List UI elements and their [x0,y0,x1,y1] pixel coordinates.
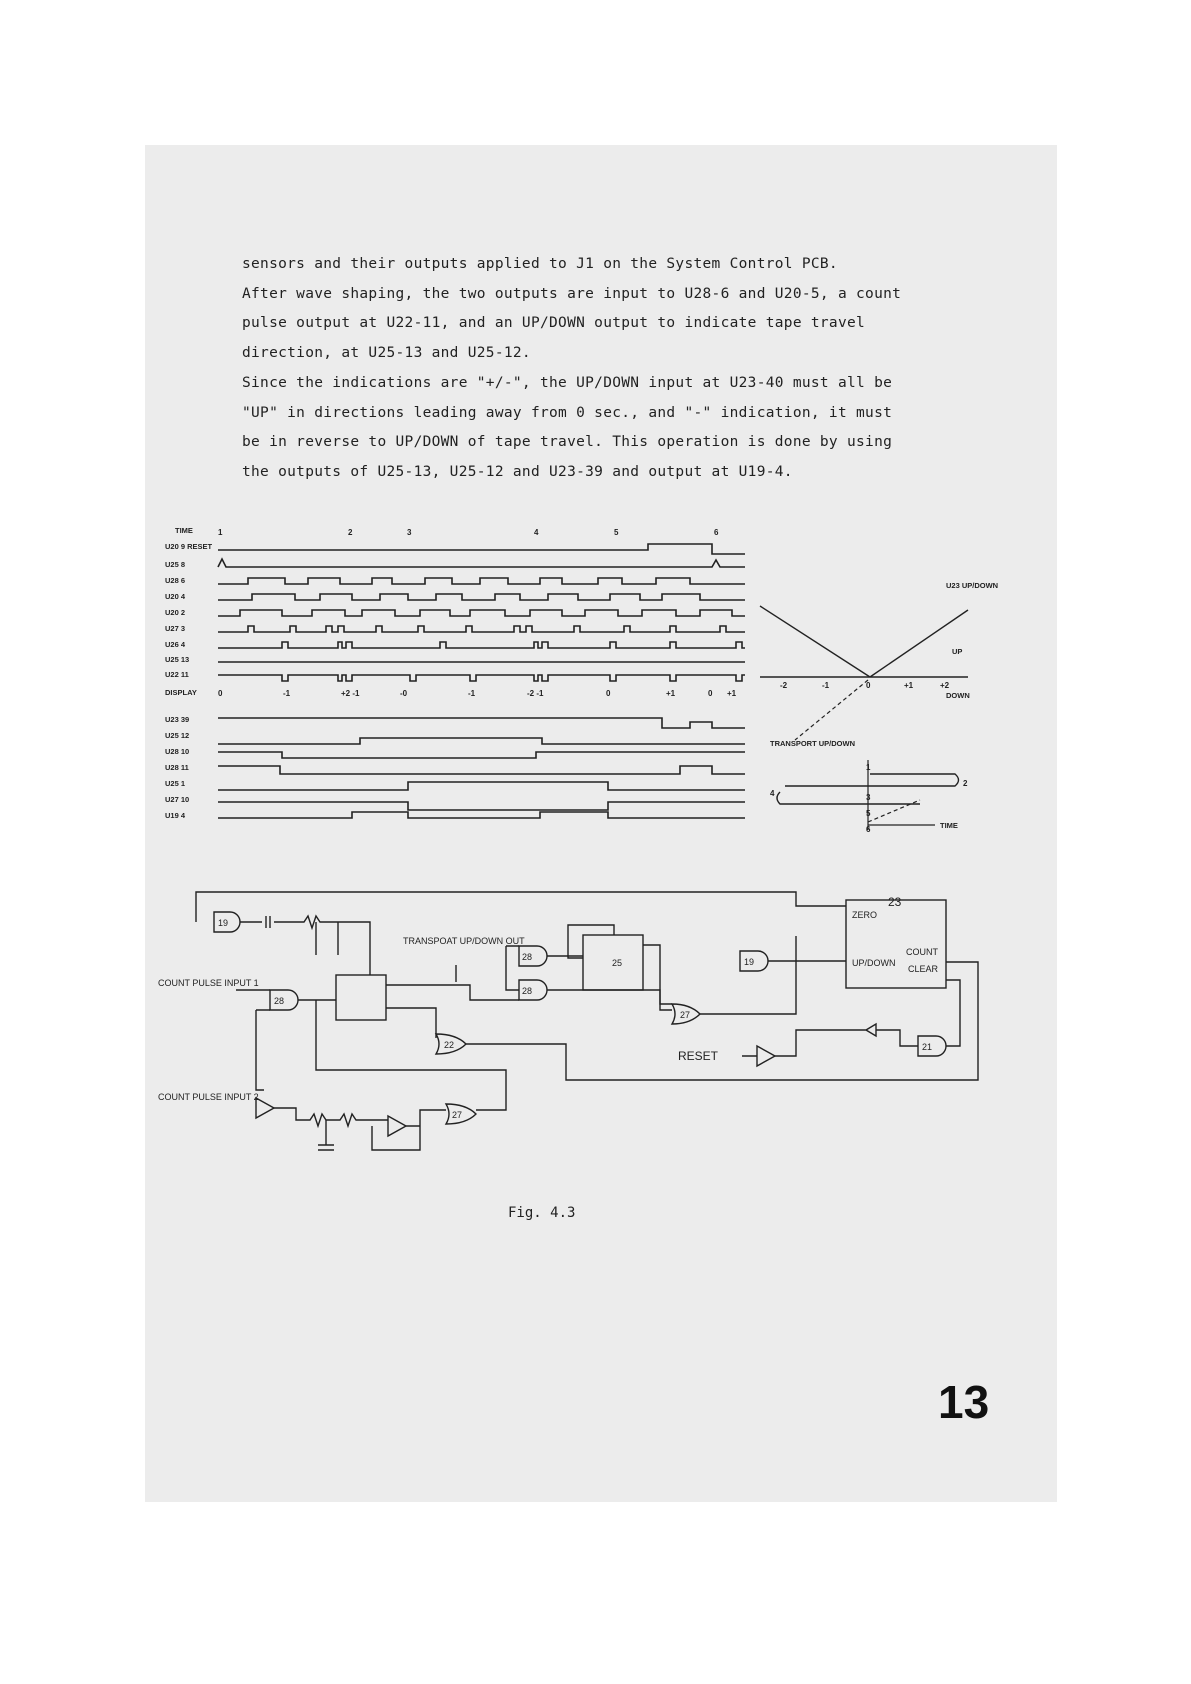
signal-label: U25 8 [165,560,186,569]
display-value: -1 [283,689,291,698]
point-label: 4 [770,789,775,798]
up-label: UP [952,647,963,656]
gate-label: 28 [274,996,285,1006]
body-line: the outputs of U25-13, U25-12 and U23-39 and output at U19-4. [242,463,793,480]
signal-label: U19 4 [165,811,186,820]
signal-label: U27 3 [165,624,186,633]
display-value: +1 [727,689,737,698]
time-tick: 2 [348,528,353,537]
time-tick: 6 [714,528,719,537]
point-label: 3 [866,793,871,802]
wire [196,892,846,922]
gate-label: 25 [612,958,623,968]
body-line: pulse output at U22-11, and an UP/DOWN output to indicate tape travel [242,315,866,332]
signal-label: U28 10 [165,747,190,756]
gate-label: 27 [452,1110,463,1120]
page-number: 13 [938,1376,990,1428]
gate-label: 19 [218,918,229,928]
display-label: DISPLAY [165,688,197,697]
figure-caption: Fig. 4.3 [508,1205,576,1221]
display-value: -0 [400,689,408,698]
gate-label: 22 [444,1040,455,1050]
transport-out-label: TRANSPOAT UP/DOWN OUT [403,936,525,946]
wire [372,1110,446,1150]
zero-label: ZERO [852,910,878,920]
body-line: After wave shaping, the two outputs are input to U28-6 and U20-5, a count [242,285,902,302]
chip-23-label: 23 [888,895,902,909]
gate-label: 28 [522,952,533,962]
point-label: 6 [866,825,871,834]
graph-time-label: TIME [940,821,958,830]
wire [274,1108,388,1126]
reset-label: RESET [678,1049,719,1063]
count-pulse-1-label: COUNT PULSE INPUT 1 [158,978,259,988]
wire [946,980,960,1046]
axis-tick: 0 [866,681,871,690]
signal-label: U27 10 [165,795,190,804]
axis-tick: +1 [904,681,914,690]
axis-tick: -1 [822,681,830,690]
signal-label: U28 11 [165,763,189,772]
axis-tick: -2 [780,681,788,690]
wire [466,962,978,1080]
gate-label: 19 [744,957,755,967]
signal-label: U28 6 [165,576,186,585]
display-value: -1 [468,689,476,698]
axis-tick: +2 [940,681,950,690]
signal-label: U20 2 [165,608,186,617]
body-line: Since the indications are "+/-", the UP/DOWN input at U23-40 must all be [242,374,893,391]
display-value: -2 -1 [527,689,544,698]
wire [236,990,270,1090]
point-label: 2 [963,779,968,788]
wire [547,956,672,1010]
reset-buffer [757,1046,775,1066]
wire [316,922,338,955]
display-value: 0 [606,689,611,698]
clear-pin-label: CLEAR [908,964,939,974]
point-label: 5 [866,809,871,818]
signal-label: U25 12 [165,731,190,740]
transport-label: TRANSPORT UP/DOWN [770,739,855,748]
display-value: 0 [218,689,223,698]
down-label: DOWN [946,691,970,700]
signal-label: U26 4 [165,640,186,649]
count-pin-label: COUNT [906,947,938,957]
count-pulse-2-label: COUNT PULSE INPUT 2 [158,1092,259,1102]
wire [298,1000,506,1110]
wire [742,1024,918,1056]
time-label: TIME [175,526,193,535]
time-tick: 4 [534,528,539,537]
gates [214,912,946,1136]
wire [700,936,846,1014]
wire [506,946,519,990]
wire [240,916,370,975]
gate-label: 27 [680,1010,691,1020]
display-value: 0 [708,689,713,698]
signal-label: U25 13 [165,655,190,664]
wire [318,1120,334,1150]
updown-top-label: U23 UP/DOWN [946,581,999,590]
body-line: "UP" in directions leading away from 0 sec., and "-" indication, it must [242,404,893,421]
display-value: +2 -1 [341,689,360,698]
time-tick: 1 [218,528,223,537]
updown-pin-label: UP/DOWN [852,958,896,968]
display-value: +1 [666,689,676,698]
body-line: sensors and their outputs applied to J1 on the System Control PCB. [242,256,838,272]
body-line: be in reverse to UP/DOWN of tape travel. This operation is done by using [242,434,893,451]
signal-label: U25 1 [165,779,186,788]
time-tick: 3 [407,528,412,537]
wires [196,892,978,1150]
flipflop-left [336,975,386,1020]
time-tick: 5 [614,528,619,537]
point-label: 1 [866,763,871,772]
signal-label: U22 11 [165,670,189,679]
wire [386,985,519,1038]
gate-label: 28 [522,986,533,996]
signal-label: U23 39 [165,715,190,724]
body-line: direction, at U25-13 and U25-12. [242,345,531,362]
signal-label: U20 9 RESET [165,542,213,551]
gate-label: 21 [922,1042,933,1052]
signal-label: U20 4 [165,592,186,601]
schmitt-buffer [388,1116,406,1136]
